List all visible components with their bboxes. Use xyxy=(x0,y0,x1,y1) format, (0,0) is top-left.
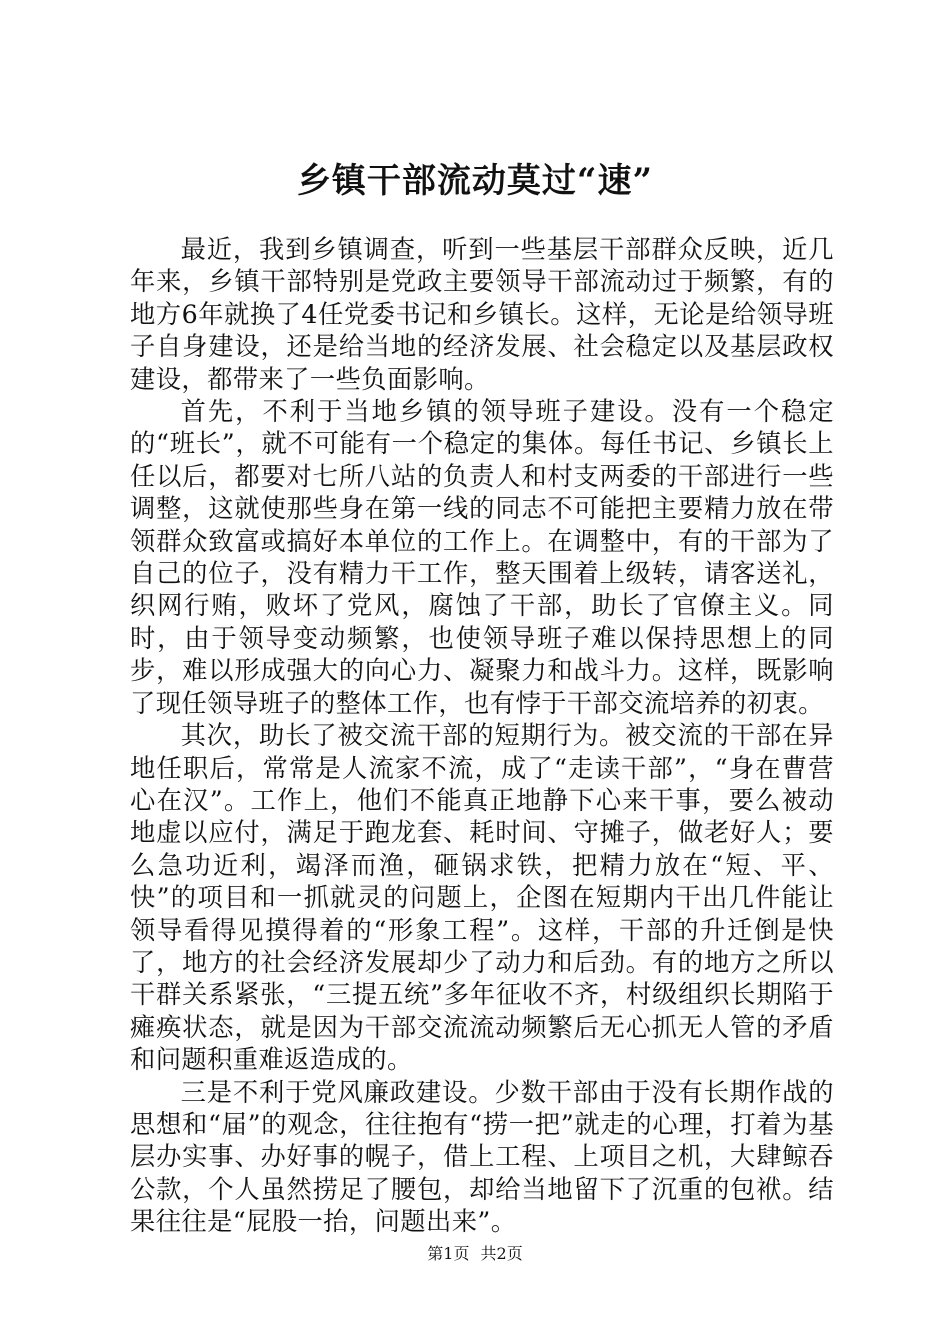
document-body xyxy=(130,234,834,1239)
paragraph-second-point: 其次，助长了被交流干部的短期行为。被交流的干部在异地任职后，常常是人流家不流，成了“走读干部”，“身在曹营心在汉”。工作上，他们不能真正地静下心来干事，要么被动地虚以应付，满足于跑龙套、耗时间、守摊子，做老好人；要么急功近利，竭泽而渔，砸锅求铁，把精力放在“短、平、快”的项目和一抓就灵的问题上，企图在短期内干出几件能让领导看得见摸得着的“形象工程”。这样，干部的升迁倒是快了，地方的社会经济发展却少了动力和后劲。有的地方之所以干群关系紧张，“三提五统”多年征收不齐，村级组织长期陷于瘫痪状态，就是因为干部交流流动频繁后无心抓无人管的矛盾和问题积重难返造成的。 xyxy=(130,721,834,1075)
page-number: 第1页 xyxy=(427,1244,470,1263)
page-total: 共2页 xyxy=(480,1244,523,1263)
paragraph-third-point: 三是不利于党风廉政建设。少数干部由于没有长期作战的思想和“届”的观念，往往抱有“捞一把”就走的心理，打着为基层办实事、办好事的幌子，借上工程、上项目之机，大肆鲸吞公款，个人虽然捞足了腰包，却给当地留下了沉重的包袱。结果往往是“屁股一抬，问题出来”。 xyxy=(130,1077,834,1237)
paragraph-first-point: 首先，不利于当地乡镇的领导班子建设。没有一个稳定的“班长”，就不可能有一个稳定的集体。每任书记、乡镇长上任以后，都要对七所八站的负责人和村支两委的干部进行一些调整，这就使那些身在第一线的同志不可能把主要精力放在带领群众致富或搞好本单位的工作上。在调整中，有的干部为了自己的位子，没有精力干工作，整天围着上级转，请客送礼，织网行贿，败坏了党风，腐蚀了干部，助长了官僚主义。同时，由于领导变动频繁，也使领导班子难以保持思想上的同步，难以形成强大的向心力、凝聚力和战斗力。这样，既影响了现任领导班子的整体工作，也有悖于干部交流培养的初衷。 xyxy=(130,397,834,718)
page-footer xyxy=(0,1243,950,1265)
paragraph-intro: 最近，我到乡镇调查，听到一些基层干部群众反映，近几年来，乡镇干部特别是党政主要领导干部流动过于频繁，有的地方6年就换了4任党委书记和乡镇长。这样，无论是给领导班子自身建设，还是给当地的经济发展、社会稳定以及基层政权建设，都带来了一些负面影响。 xyxy=(130,235,834,394)
document-title: 乡镇干部流动莫过“速” xyxy=(296,161,654,201)
